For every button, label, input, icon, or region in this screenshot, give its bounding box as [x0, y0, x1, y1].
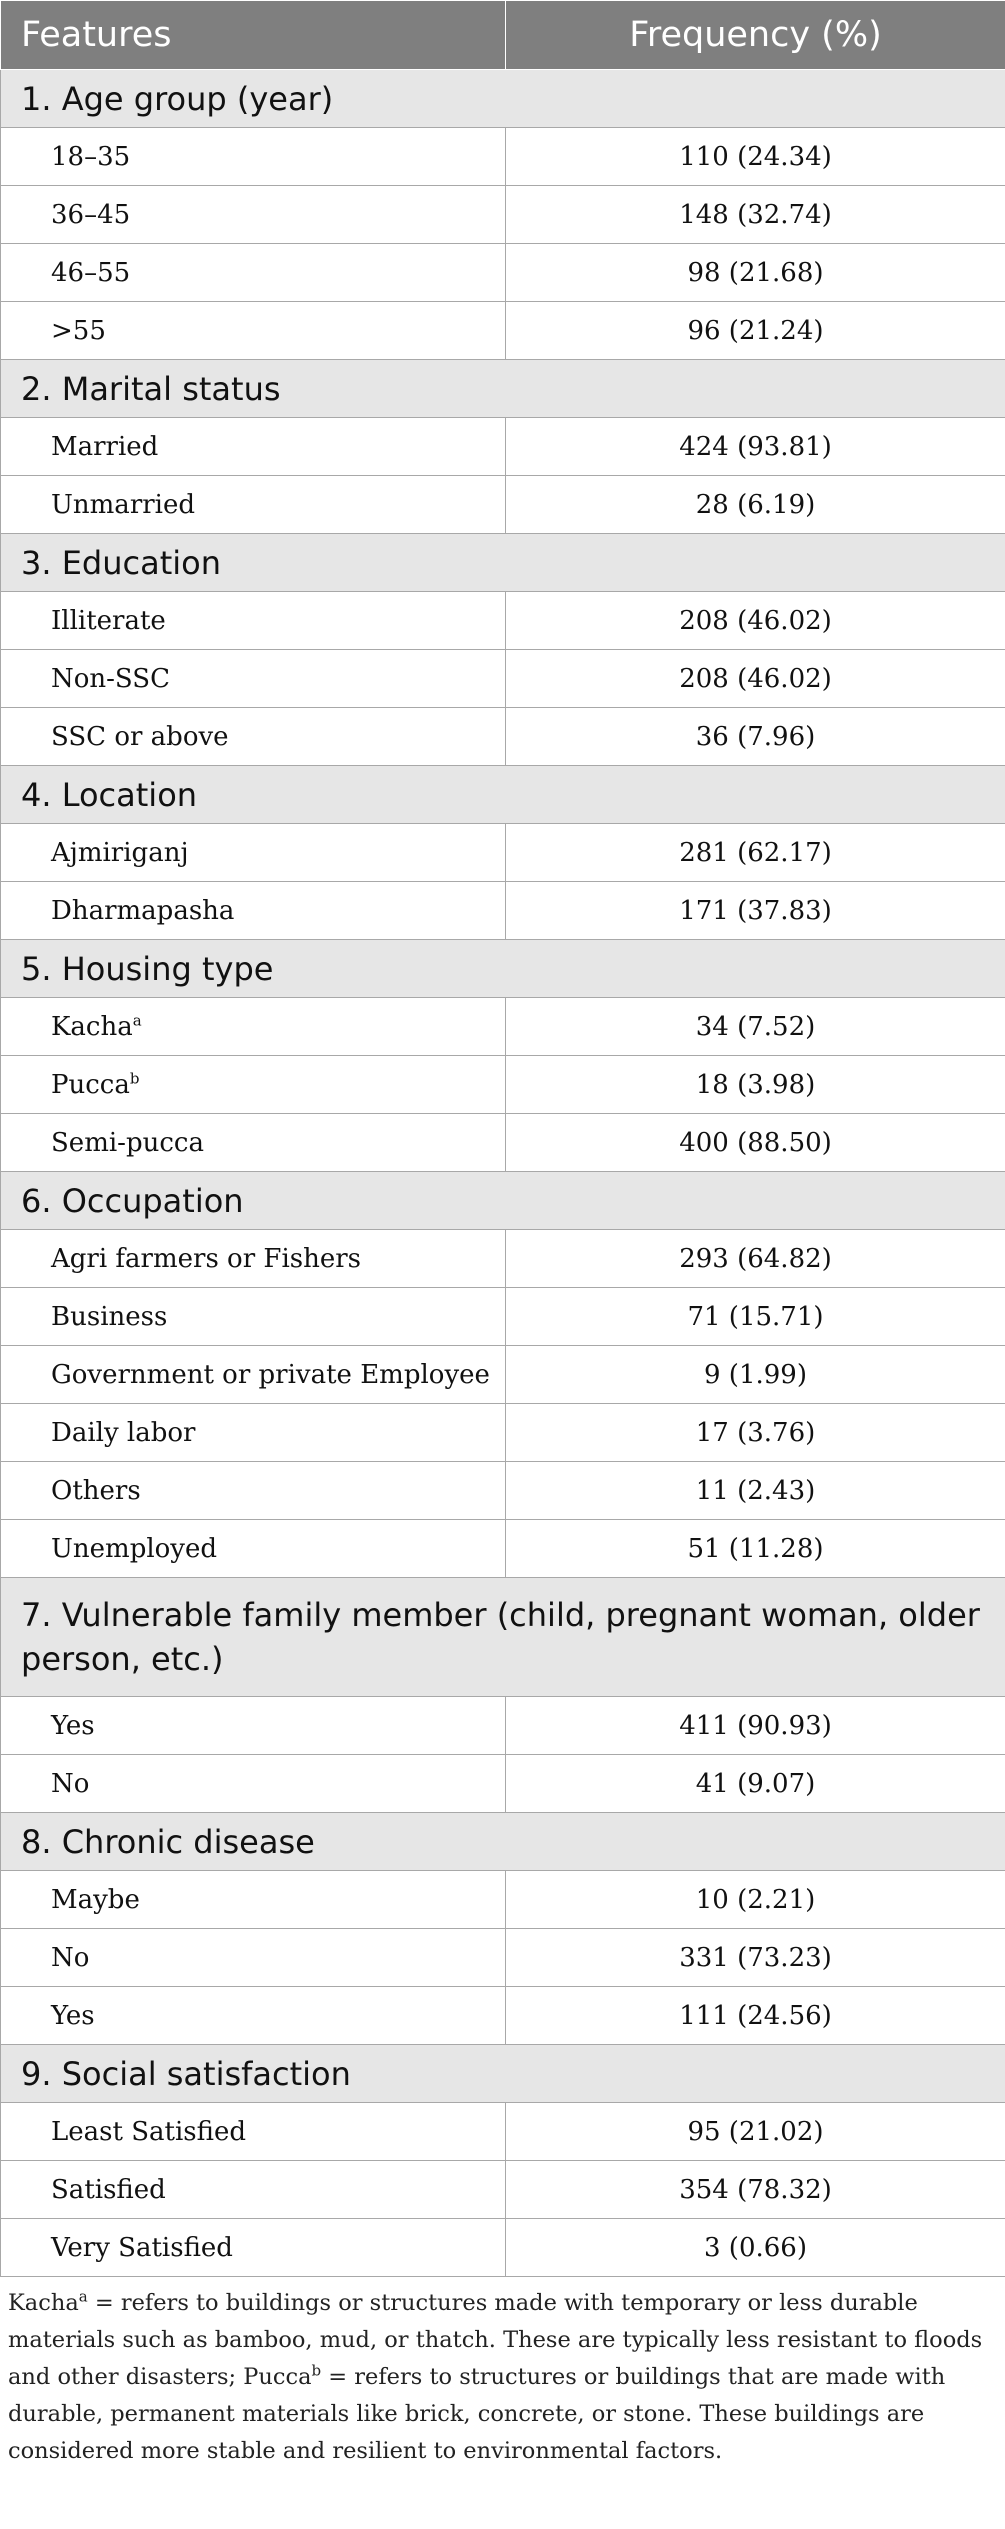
table-row — [1, 708, 1005, 766]
table-row — [1, 2219, 1005, 2277]
table-row — [1, 1929, 1005, 1987]
row-label: Married — [51, 431, 159, 462]
table-row — [1, 1871, 1005, 1929]
row-label: Non-SSC — [51, 663, 170, 694]
row-value: 10 (2.21) — [506, 1871, 1005, 1929]
table-row — [1, 1520, 1005, 1578]
row-value: 354 (78.32) — [506, 2161, 1005, 2219]
row-label: Business — [51, 1301, 168, 1332]
section-row — [1, 360, 1005, 418]
row-label-cell — [1, 1755, 506, 1813]
section-title: 1. Age group (year) — [1, 70, 1005, 128]
footnote-pucca-term: Pucca — [243, 2364, 312, 2390]
section-title: 7. Vulnerable family member (child, pregnant woman, older person, etc.) — [1, 1578, 1005, 1697]
section-title: 2. Marital status — [1, 360, 1005, 418]
section-row — [1, 940, 1005, 998]
row-label: Agri farmers or Fishers — [51, 1243, 362, 1274]
row-label: No — [51, 1768, 90, 1799]
row-label: Kacha — [51, 1011, 133, 1042]
section-row — [1, 70, 1005, 128]
row-label-cell — [1, 1114, 506, 1172]
row-label-cell — [1, 1404, 506, 1462]
row-label: 18–35 — [51, 141, 131, 172]
row-label-cell — [1, 1230, 506, 1288]
row-value: 208 (46.02) — [506, 650, 1005, 708]
row-value: 110 (24.34) — [506, 128, 1005, 186]
table-row — [1, 824, 1005, 882]
table-row — [1, 2103, 1005, 2161]
row-label: Least Satisfied — [51, 2116, 246, 2147]
footnote-pucca-text: = refers to structures or buildings that are made with durable, permanent materials like brick, concrete, or stone. These buildings are considered more stable and resilient to environmental factors. — [8, 2364, 946, 2464]
table-row — [1, 302, 1005, 360]
row-value: 293 (64.82) — [506, 1230, 1005, 1288]
footnote-kacha-text: = refers to buildings or structures made with temporary or less durable materials such as bamboo, mud, or thatch. These are typically less resistant to floods and other disasters; — [8, 2290, 983, 2390]
row-value: 424 (93.81) — [506, 418, 1005, 476]
row-value: 34 (7.52) — [506, 998, 1005, 1056]
row-label-cell — [1, 1697, 506, 1755]
row-label: Unemployed — [51, 1533, 218, 1564]
section-title: 8. Chronic disease — [1, 1813, 1005, 1871]
table-row — [1, 1404, 1005, 1462]
row-label-cell — [1, 244, 506, 302]
row-value: 3 (0.66) — [506, 2219, 1005, 2277]
row-label: Pucca — [51, 1069, 130, 1100]
footnote-kacha-term: Kacha — [8, 2290, 79, 2316]
row-value: 148 (32.74) — [506, 186, 1005, 244]
row-label-cell — [1, 1987, 506, 2045]
row-label-cell — [1, 2103, 506, 2161]
section-title: 6. Occupation — [1, 1172, 1005, 1230]
row-label: >55 — [51, 315, 106, 346]
row-label-superscript: b — [129, 1068, 140, 1087]
row-label: No — [51, 1942, 90, 1973]
section-title: 5. Housing type — [1, 940, 1005, 998]
table-row — [1, 2161, 1005, 2219]
row-value: 17 (3.76) — [506, 1404, 1005, 1462]
table-row — [1, 1114, 1005, 1172]
row-label: Government or private Employee — [51, 1359, 490, 1390]
row-label-cell — [1, 2161, 506, 2219]
row-label-cell — [1, 128, 506, 186]
section-row — [1, 1813, 1005, 1871]
section-row — [1, 2045, 1005, 2103]
row-label: Ajmiriganj — [51, 837, 189, 868]
table-row — [1, 128, 1005, 186]
row-value: 51 (11.28) — [506, 1520, 1005, 1578]
row-label: Semi-pucca — [51, 1127, 204, 1158]
row-label: 36–45 — [51, 199, 131, 230]
row-value: 95 (21.02) — [506, 2103, 1005, 2161]
section-title: 3. Education — [1, 534, 1005, 592]
table-row — [1, 650, 1005, 708]
table-row — [1, 998, 1005, 1056]
section-row — [1, 766, 1005, 824]
table-body — [1, 70, 1005, 2277]
row-label: Yes — [51, 1710, 95, 1741]
table-footnote — [0, 2277, 1003, 2470]
table-row — [1, 1230, 1005, 1288]
features-header: Features — [1, 1, 506, 70]
section-row — [1, 1578, 1005, 1697]
table-row — [1, 1755, 1005, 1813]
row-label-cell — [1, 708, 506, 766]
row-label-cell — [1, 186, 506, 244]
row-value: 28 (6.19) — [506, 476, 1005, 534]
row-label: 46–55 — [51, 257, 131, 288]
row-label: Daily labor — [51, 1417, 196, 1448]
row-value: 9 (1.99) — [506, 1346, 1005, 1404]
row-label-cell — [1, 998, 506, 1056]
row-value: 281 (62.17) — [506, 824, 1005, 882]
row-value: 400 (88.50) — [506, 1114, 1005, 1172]
row-value: 411 (90.93) — [506, 1697, 1005, 1755]
table-row — [1, 592, 1005, 650]
row-label: Very Satisfied — [51, 2232, 233, 2263]
row-label: Illiterate — [51, 605, 166, 636]
row-label-cell — [1, 476, 506, 534]
footnote-kacha-sup: a — [78, 2287, 88, 2306]
row-value: 331 (73.23) — [506, 1929, 1005, 1987]
section-title: 4. Location — [1, 766, 1005, 824]
row-value: 36 (7.96) — [506, 708, 1005, 766]
row-label-cell — [1, 1056, 506, 1114]
row-label: SSC or above — [51, 721, 229, 752]
row-label-cell — [1, 1288, 506, 1346]
section-title: 9. Social satisfaction — [1, 2045, 1005, 2103]
table-row — [1, 1697, 1005, 1755]
row-label-cell — [1, 1929, 506, 1987]
row-value: 208 (46.02) — [506, 592, 1005, 650]
table-row — [1, 244, 1005, 302]
row-label-cell — [1, 1520, 506, 1578]
table-row — [1, 1987, 1005, 2045]
row-value: 18 (3.98) — [506, 1056, 1005, 1114]
table-row — [1, 1288, 1005, 1346]
row-label-cell — [1, 1871, 506, 1929]
section-row — [1, 534, 1005, 592]
row-label-cell — [1, 1346, 506, 1404]
row-label: Unmarried — [51, 489, 196, 520]
row-label-cell — [1, 882, 506, 940]
row-label-cell — [1, 1462, 506, 1520]
section-row — [1, 1172, 1005, 1230]
table-row — [1, 1462, 1005, 1520]
row-value: 111 (24.56) — [506, 1987, 1005, 2045]
table-row — [1, 476, 1005, 534]
row-label-cell — [1, 650, 506, 708]
row-label: Maybe — [51, 1884, 140, 1915]
table-header-row — [1, 1, 1005, 70]
footnote-pucca-sup: b — [311, 2361, 322, 2380]
row-label: Dharmapasha — [51, 895, 235, 926]
row-label-cell — [1, 418, 506, 476]
table-row — [1, 418, 1005, 476]
table-row — [1, 1346, 1005, 1404]
row-label-cell — [1, 302, 506, 360]
row-value: 71 (15.71) — [506, 1288, 1005, 1346]
row-label-cell — [1, 592, 506, 650]
row-label: Yes — [51, 2000, 95, 2031]
row-label-cell — [1, 824, 506, 882]
table-row — [1, 186, 1005, 244]
row-value: 41 (9.07) — [506, 1755, 1005, 1813]
row-value: 171 (37.83) — [506, 882, 1005, 940]
row-value: 11 (2.43) — [506, 1462, 1005, 1520]
table-row — [1, 882, 1005, 940]
row-label: Satisfied — [51, 2174, 166, 2205]
row-value: 96 (21.24) — [506, 302, 1005, 360]
row-label-superscript: a — [132, 1010, 142, 1029]
row-value: 98 (21.68) — [506, 244, 1005, 302]
frequency-header: Frequency (%) — [506, 1, 1005, 70]
row-label-cell — [1, 2219, 506, 2277]
table-row — [1, 1056, 1005, 1114]
row-label: Others — [51, 1475, 141, 1506]
